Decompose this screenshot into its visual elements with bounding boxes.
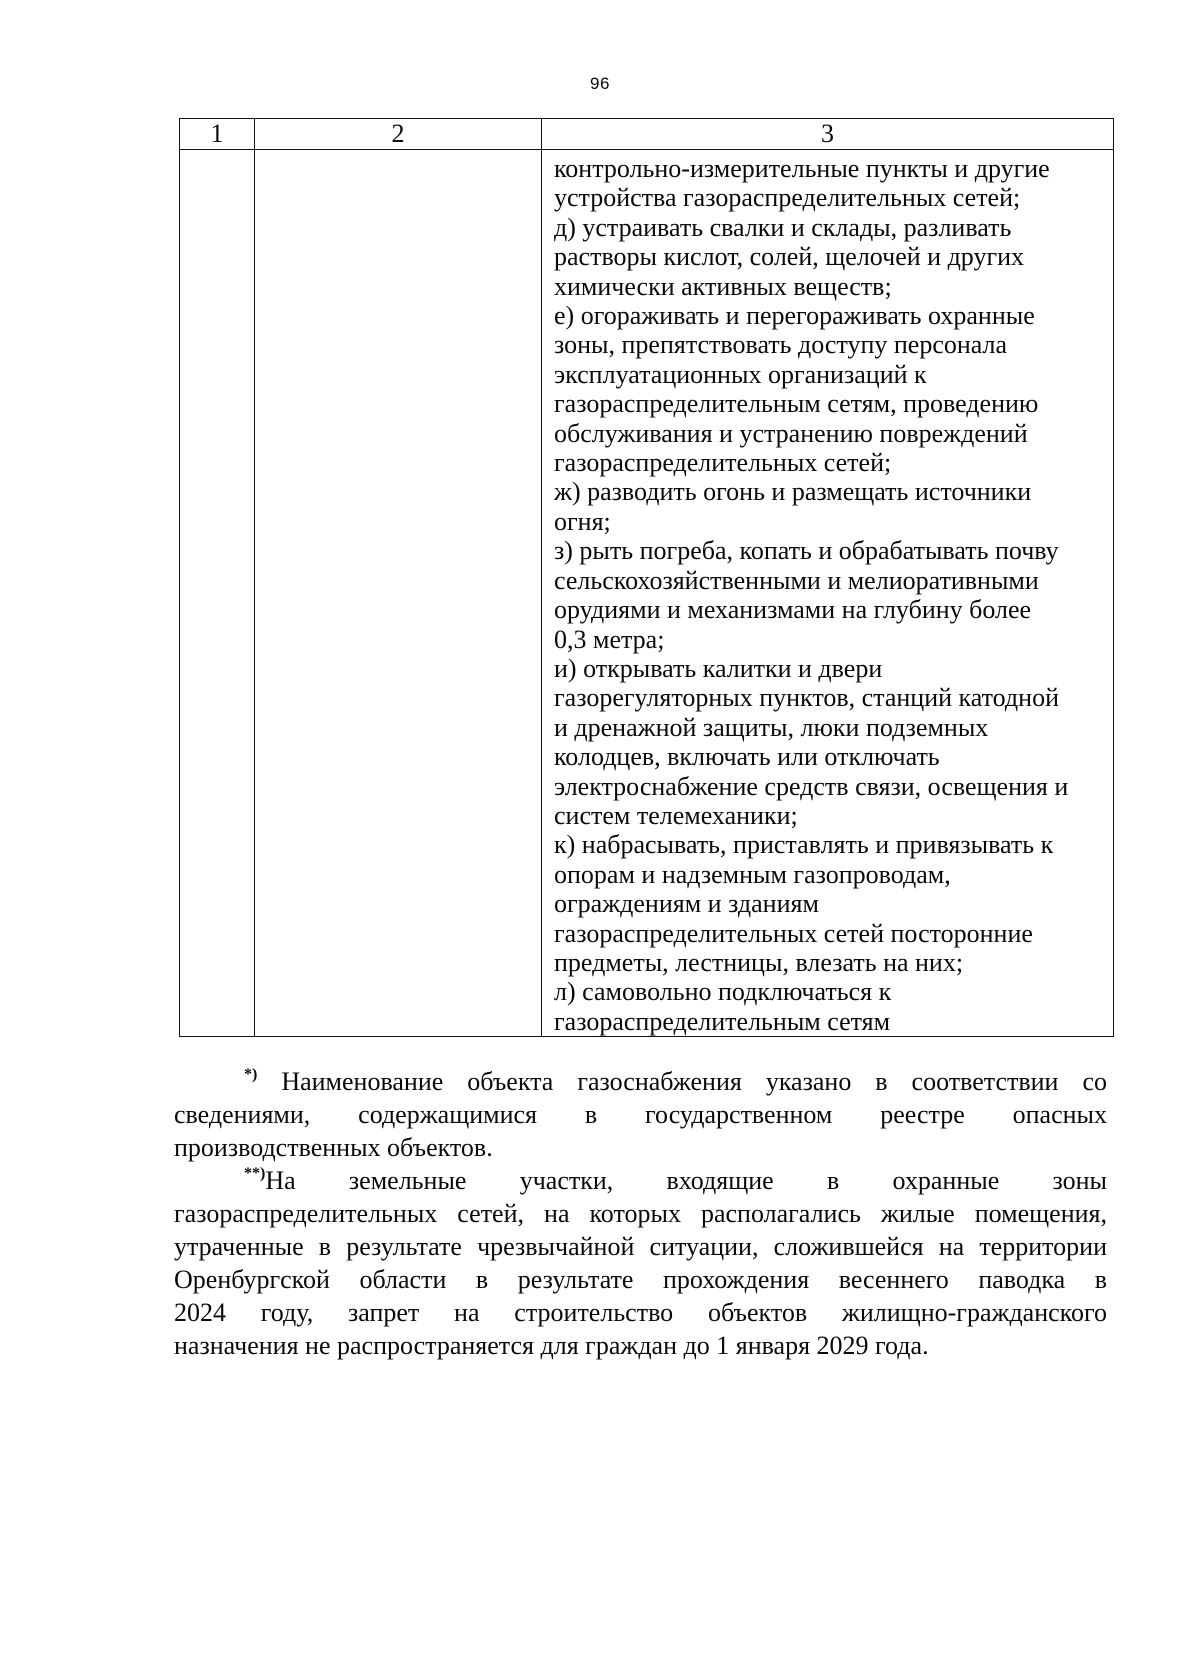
table-cell-col1 xyxy=(180,150,255,1037)
list-item: газораспределительным сетям xyxy=(554,1006,891,1036)
list-item: е) огораживать и перегораживать охранные xyxy=(554,301,1035,331)
list-item: газораспределительных сетей посторонние xyxy=(554,918,1033,948)
footnote-line: сведениями, содержащимися в государственном реестре опасных xyxy=(174,1100,1107,1129)
list-item: 0,3 метра; xyxy=(554,624,665,654)
restrictions-table xyxy=(179,118,1114,1037)
list-item: ж) разводить огонь и размещать источники xyxy=(554,477,1032,507)
list-item: огня; xyxy=(554,506,611,536)
list-item: газораспределительным сетям, проведению xyxy=(554,389,1039,419)
footnote-line xyxy=(174,1065,1107,1098)
restrictions-list xyxy=(542,150,1113,1036)
list-item: и) открывать калитки и двери xyxy=(554,653,883,683)
footnotes xyxy=(174,1065,1107,1362)
footnote-line: утраченные в результате чрезвычайной ситуации, сложившейся на территории xyxy=(174,1232,1107,1261)
list-item: систем телемеханики; xyxy=(554,800,798,830)
list-item: устройства газораспределительных сетей; xyxy=(554,183,1021,213)
footnote-mark: *) xyxy=(244,1066,258,1083)
footnote-line: назначения не распространяется для граждан до 1 января 2029 года. xyxy=(174,1331,929,1360)
footnote-text: На земельные участки, входящие в охранные зоны xyxy=(265,1166,1107,1195)
footnote-line xyxy=(174,1164,1107,1197)
list-item: обслуживания и устранению повреждений xyxy=(554,418,1028,448)
footnote-text: Наименование объекта газоснабжения указано в соответствии со xyxy=(281,1067,1107,1096)
list-item: орудиями и механизмами на глубину более xyxy=(554,595,1032,625)
footnote-line: Оренбургской области в результате прохождения весеннего паводка в xyxy=(174,1265,1107,1294)
list-item: газораспределительных сетей; xyxy=(554,448,892,478)
footnote-mark: **) xyxy=(244,1165,266,1182)
footnote-line: газораспределительных сетей, на которых располагались жилые помещения, xyxy=(174,1199,1107,1228)
list-item: д) устраивать свалки и склады, разливать xyxy=(554,212,1012,242)
column-header-3: 3 xyxy=(542,119,1114,150)
list-item: зоны, препятствовать доступу персонала xyxy=(554,330,1008,360)
list-item: предметы, лестницы, влезать на них; xyxy=(554,947,964,977)
list-item: и дренажной защиты, люки подземных xyxy=(554,712,989,742)
list-item: эксплуатационных организаций к xyxy=(554,359,927,389)
footnote-2 xyxy=(174,1164,1107,1362)
list-item: опорам и надземным газопроводам, xyxy=(554,859,951,889)
list-item: растворы кислот, солей, щелочей и других xyxy=(554,242,1025,272)
footnote-line: 2024 году, запрет на строительство объектов жилищно-гражданского xyxy=(174,1298,1107,1327)
list-item: газорегуляторных пунктов, станций катодной xyxy=(554,683,1059,713)
list-item: контрольно-измерительные пункты и другие xyxy=(554,154,1050,183)
table-row xyxy=(180,150,1114,1037)
list-item: сельскохозяйственными и мелиоративными xyxy=(554,565,1039,595)
footnote-line: производственных объектов. xyxy=(174,1133,493,1162)
list-item: л) самовольно подключаться к xyxy=(554,977,892,1007)
column-header-2: 2 xyxy=(255,119,542,150)
page-number: 96 xyxy=(590,74,610,93)
table-cell-col3 xyxy=(542,150,1114,1037)
column-header-1: 1 xyxy=(180,119,255,150)
list-item: химически активных веществ; xyxy=(554,271,892,301)
list-item: электроснабжение средств связи, освещения и xyxy=(554,771,1069,801)
list-item: колодцев, включать или отключать xyxy=(554,742,940,772)
list-item: ограждениям и зданиям xyxy=(554,889,819,919)
list-item: з) рыть погреба, копать и обрабатывать почву xyxy=(554,536,1059,566)
list-item: к) набрасывать, приставлять и привязывать к xyxy=(554,830,1054,860)
footnote-1 xyxy=(174,1065,1107,1164)
table-header-row xyxy=(180,119,1114,150)
table-cell-col2 xyxy=(255,150,542,1037)
